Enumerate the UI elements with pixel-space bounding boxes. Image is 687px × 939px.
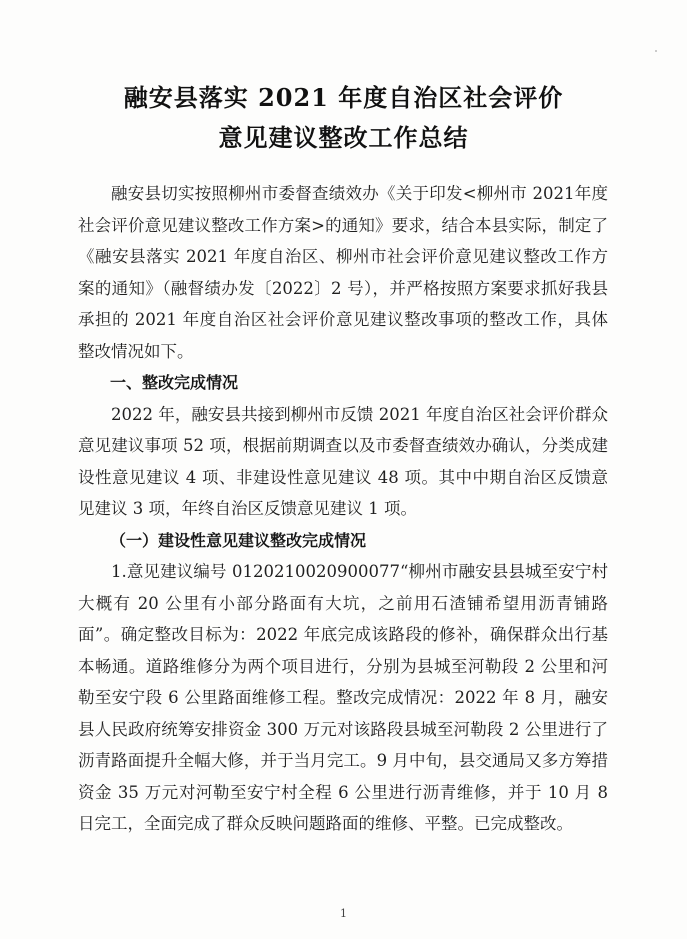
- intro-paragraph: 融安县切实按照柳州市委督查绩效办《关于印发<柳州市 2021年度社会评价意见建议整改工作方案>的通知》要求，结合本县实际，制定了《融安县落实 2021 年度自治区、柳州市社会评价意见建议整改工作方案的通知》（融督绩办发〔2022〕2 号），并严格按照方案要求抓好我县承担的 2021 年度自治区社会评价意见建议整改事项的整改工作，具体整改情况如下。: [78, 184, 608, 361]
- document-title-line-1: 融安县落实 2021 年度自治区社会评价: [123, 83, 564, 112]
- page-number: 1: [340, 907, 347, 920]
- scan-speck: [655, 50, 657, 52]
- summary-paragraph: 2022 年，融安县共接到柳州市反馈 2021 年度自治区社会评价群众意见建议事项 52 项，根据前期调查以及市委督查绩效办确认，分类成建设性意见建议 4 项、非建设性意见建议 48 项。其中中期自治区反馈意见建议 3 项，年终自治区反馈意见建议 1 项。: [78, 404, 608, 518]
- document-body: [78, 178, 608, 840]
- document-title-line-2: 意见建议整改工作总结: [218, 123, 469, 152]
- item-1-paragraph: 1.意见建议编号 0120210020900077“柳州市融安县县城至安宁村大概有 20 公里有小部分路面有大坑，之前用石渣铺希望用沥青铺路面”。确定整改目标为：2022 年底完成该路段的修补，确保群众出行基本畅通。道路维修分为两个项目进行，分别为县城至河勒段 2 公里和河勒至安宁段 6 公里路面维修工程。整改完成情况：2022 年 8 月，融安县人民政府统筹安排资金 300 万元对该路段县城至河勒段 2 公里进行了沥青路面提升全幅大修，并于当月完工。9 月中旬，县交通局又多方筹措资金 35 万元对河勒至安宁村全程 6 公里进行沥青维修，并于 10 月 8 日完工，全面完成了群众反映问题路面的维修、平整。已完成整改。: [78, 562, 608, 833]
- subsection-heading: （一）建设性意见建议整改完成情况: [110, 530, 367, 550]
- section-heading: 一、整改完成情况: [110, 373, 239, 392]
